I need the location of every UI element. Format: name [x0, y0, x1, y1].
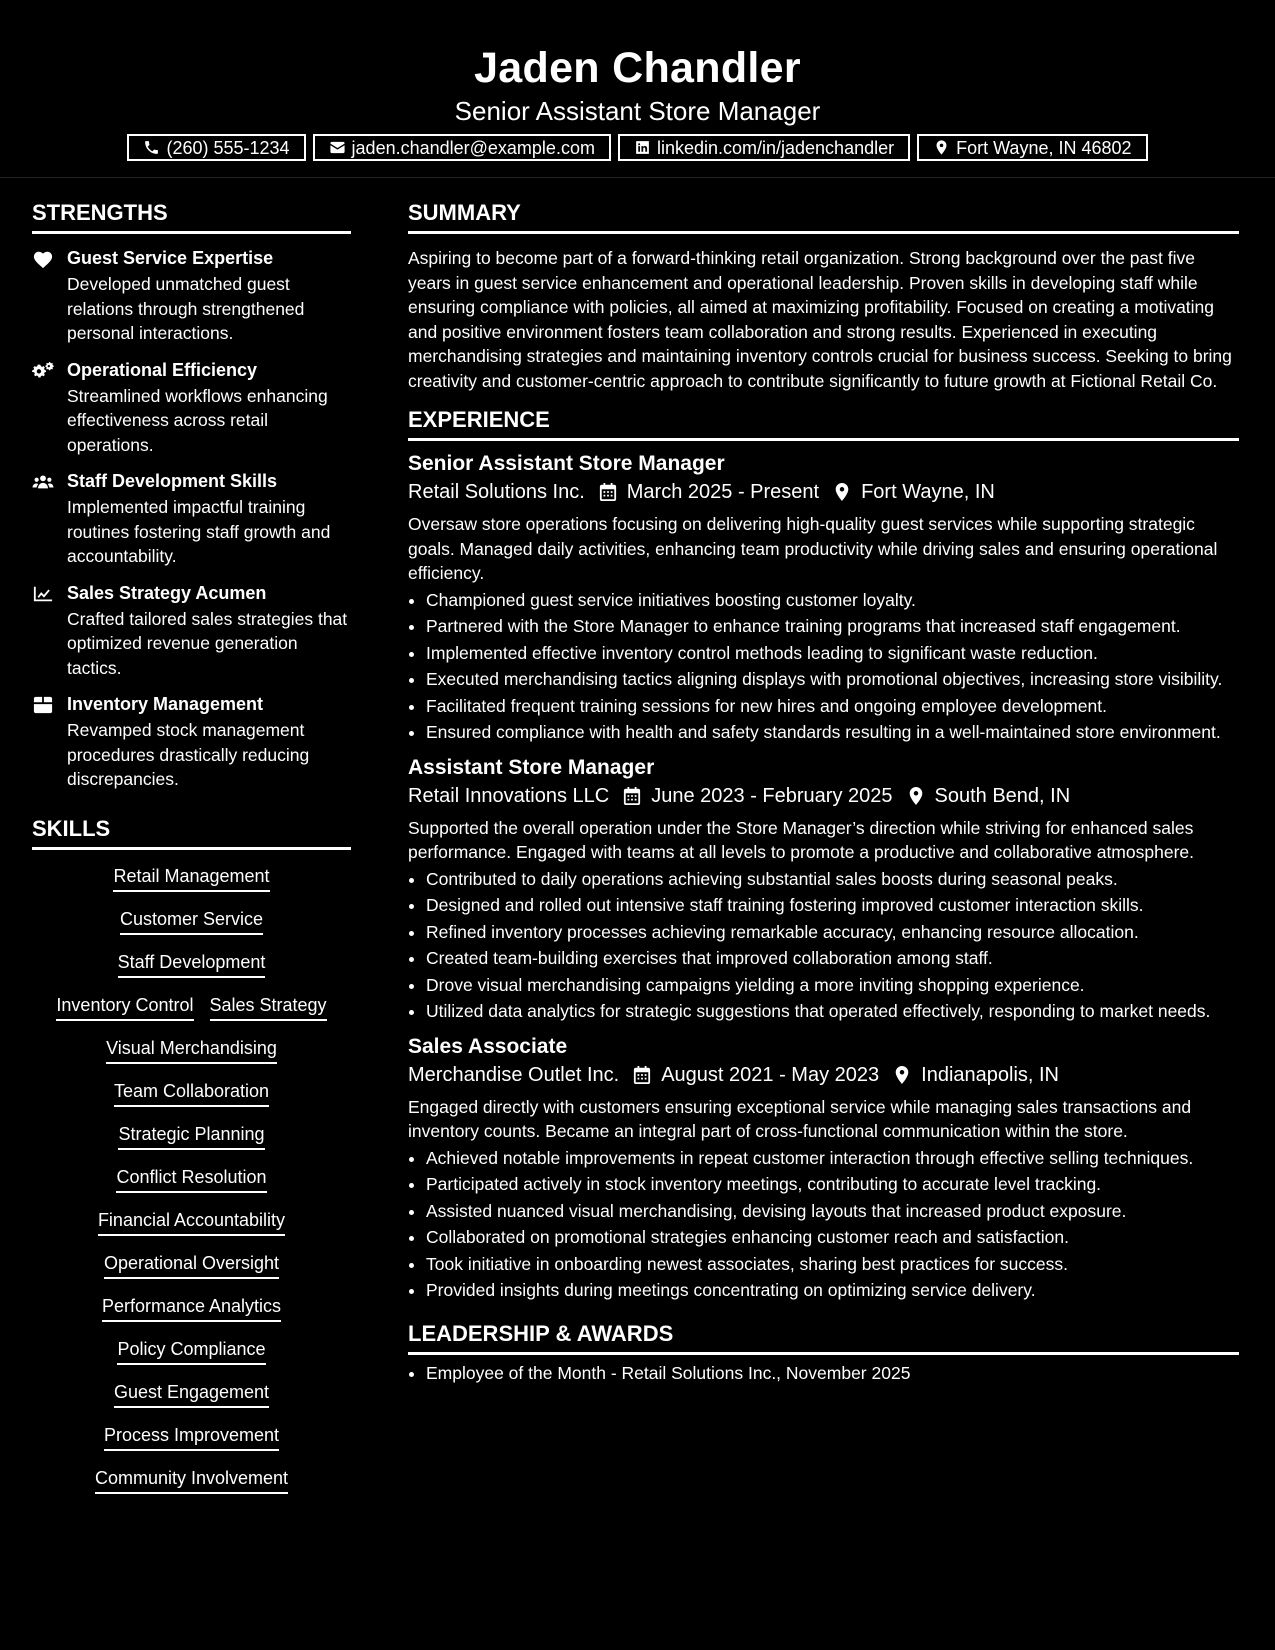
job-bullets [408, 1146, 1239, 1303]
job-bullets [408, 867, 1239, 1024]
skills-row [36, 993, 347, 1036]
skill-tag: Performance Analytics [102, 1294, 281, 1322]
job-title: Sales Associate [408, 1034, 568, 1058]
job-dates: August 2021 - May 2023 [661, 1063, 880, 1086]
job-bullet: • Collaborated on promotional strategies enhancing customer reach and satisfaction. [426, 1225, 1239, 1250]
skills-row [36, 1294, 347, 1337]
linkedin-chip[interactable] [618, 134, 910, 161]
box-icon [32, 695, 54, 715]
skill-tag: Team Collaboration [114, 1079, 269, 1107]
skill-tag: Retail Management [113, 864, 269, 892]
job-meta [408, 477, 1239, 507]
calendar-icon [599, 482, 617, 502]
job-bullets [408, 588, 1239, 745]
skill-tag: Sales Strategy [210, 993, 327, 1021]
strength-desc: Revamped stock management procedures drastically reducing discrepancies. [67, 720, 310, 789]
contact-bar [0, 134, 1275, 161]
skill-tag: Strategic Planning [118, 1122, 264, 1150]
job-bullet: • Took initiative in onboarding newest associates, sharing best practices for success. [426, 1252, 1239, 1277]
job-bullet: • Executed merchandising tactics aligning displays with promotional objectives, increasing store visibility. [426, 667, 1239, 692]
skill-tag: Policy Compliance [117, 1337, 265, 1365]
resume-header [0, 0, 1275, 178]
skills-row [36, 907, 347, 950]
strength-item [32, 246, 351, 346]
skills-row [36, 1380, 347, 1423]
skill-tag: Guest Engagement [114, 1380, 269, 1408]
job-bullet: • Facilitated frequent training sessions for new hires and ongoing employee development. [426, 694, 1239, 719]
summary-heading: SUMMARY [408, 200, 1239, 234]
skills-row [36, 950, 347, 993]
chart-line-icon [32, 584, 54, 604]
skills-row [36, 1251, 347, 1294]
skill-tag: Process Improvement [104, 1423, 279, 1451]
job-bullet: • Refined inventory processes achieving remarkable accuracy, enhancing resource allocation. [426, 920, 1239, 945]
linkedin-icon [634, 139, 651, 156]
job-bullet: • Ensured compliance with health and safety standards resulting in a well-maintained store environment. [426, 720, 1239, 745]
skills-row [36, 1208, 347, 1251]
job-bullet: • Provided insights during meetings concentrating on optimizing service delivery. [426, 1278, 1239, 1303]
heart-icon [32, 249, 54, 269]
job-title: Assistant Store Manager [408, 755, 655, 779]
calendar-icon [623, 786, 641, 806]
skill-tag: Community Involvement [95, 1466, 288, 1494]
job-company: Retail Solutions Inc. [408, 481, 585, 503]
strength-item [32, 358, 351, 458]
location-text: Fort Wayne, IN 46802 [956, 137, 1132, 158]
skill-tag: Operational Oversight [104, 1251, 279, 1279]
job-title: Senior Assistant Store Manager [408, 452, 725, 475]
skills-row [36, 864, 347, 907]
map-pin-icon [833, 482, 851, 502]
map-pin-icon [933, 139, 950, 156]
skills-row [36, 1079, 347, 1122]
job-company: Retail Innovations LLC [408, 784, 610, 807]
awards-list [408, 1361, 1239, 1386]
job-bullet: • Drove visual merchandising campaigns yielding a more inviting shopping experience. [426, 973, 1239, 998]
strength-desc: Developed unmatched guest relations through strengthened personal interactions. [67, 274, 305, 343]
skill-tag: Conflict Resolution [116, 1165, 266, 1193]
summary-text: Aspiring to become part of a forward-thinking retail organization. Strong background over the past five years in guest service enhancement and operational leadership. Proven skills in developing staff while ensuring compliance with policies, all aimed at maximizing profitability. Focused on creating a motivating and positive environment fosters team collaboration and strong results. Experienced in executing merchandising strategies and maintaining inventory controls crucial for business success. Seeking to bring creativity and customer-centric approach to contribute significantly to future growth at Fictional Retail Co. [408, 248, 1232, 391]
calendar-icon [633, 1065, 651, 1085]
skills-row [36, 1466, 347, 1509]
job-description: Engaged directly with customers ensuring exceptional service while managing sales transactions and inventory counts. Became an integral part of cross-functional communication within the store. [408, 1096, 1192, 1141]
job-bullet: • Partnered with the Store Manager to enhance training programs that increased staff engagement. [426, 614, 1239, 639]
skill-tag: Customer Service [120, 907, 263, 935]
left-column [32, 178, 351, 1509]
linkedin-text: linkedin.com/in/jadenchandler [656, 137, 895, 158]
job-bullet: • Designed and rolled out intensive staff training fostering improved customer interaction skills. [426, 893, 1239, 918]
job-bullet: • Implemented effective inventory control methods leading to significant waste reduction. [426, 641, 1239, 666]
job-bullet: • Utilized data analytics for strategic suggestions that operated effectively, responding to market needs. [426, 999, 1239, 1024]
job-description: Supported the overall operation under the Store Manager’s direction while striving for enhanced sales performance. Engaged with teams at all levels to promote a productive and collaborative atmosphere. [408, 817, 1194, 862]
experience-heading: EXPERIENCE [408, 407, 1239, 441]
awards-heading: LEADERSHIP & AWARDS [408, 1321, 1239, 1355]
skill-tag: Inventory Control [56, 993, 193, 1021]
strength-desc: Crafted tailored sales strategies that optimized revenue generation tactics. [67, 608, 348, 678]
job-entry [408, 755, 1239, 1024]
phone-chip[interactable] [127, 134, 305, 161]
job-meta [408, 1060, 1239, 1090]
strength-desc: Streamlined workflows enhancing effectiveness across retail operations. [67, 385, 328, 455]
strength-desc: Implemented impactful training routines fostering staff growth and accountability. [67, 497, 331, 566]
map-pin-icon [893, 1065, 911, 1085]
job-dates: March 2025 - Present [626, 481, 820, 503]
job-description: Oversaw store operations focusing on delivering high-quality guest services while supporting strategic goals. Managed daily activities, enhancing team productivity while driving sales and ensuring operational efficiency. [408, 514, 1218, 583]
phone-icon [143, 139, 160, 156]
job-bullet: • Created team-building exercises that improved collaboration among staff. [426, 946, 1239, 971]
resume-body [0, 178, 1275, 1509]
strengths-heading: STRENGTHS [32, 200, 351, 234]
skills-heading: SKILLS [32, 816, 351, 850]
job-company: Merchandise Outlet Inc. [408, 1063, 620, 1086]
strength-title: Operational Efficiency [67, 359, 258, 380]
skill-tag: Staff Development [118, 950, 266, 978]
strength-item [32, 692, 351, 792]
gears-icon [32, 361, 54, 381]
job-entry [408, 451, 1239, 745]
job-bullet: • Championed guest service initiatives boosting customer loyalty. [426, 588, 1239, 613]
job-location: Indianapolis, IN [921, 1063, 1060, 1086]
award-item: • Employee of the Month - Retail Solutions Inc., November 2025 [426, 1361, 1239, 1386]
job-dates: June 2023 - February 2025 [651, 784, 893, 807]
job-meta [408, 781, 1239, 811]
strength-title: Staff Development Skills [67, 471, 278, 491]
job-bullet: • Contributed to daily operations achieving substantial sales boosts during seasonal peaks. [426, 867, 1239, 892]
strength-title: Inventory Management [67, 694, 264, 714]
users-icon [32, 472, 54, 492]
skills-list [32, 864, 351, 1509]
envelope-icon [329, 139, 346, 156]
job-location: South Bend, IN [934, 784, 1071, 807]
skills-row [36, 1122, 347, 1165]
skills-row [36, 1036, 347, 1079]
job-location: Fort Wayne, IN [861, 481, 995, 503]
strength-item [32, 469, 351, 569]
email-text: jaden.chandler@example.com [351, 137, 595, 158]
email-chip[interactable] [313, 134, 611, 161]
job-bullet: • Achieved notable improvements in repeat customer interaction through effective selling techniques. [426, 1146, 1239, 1171]
skills-row [36, 1165, 347, 1208]
job-bullet: • Assisted nuanced visual merchandising, devising layouts that increased product exposure. [426, 1199, 1239, 1224]
job-bullet: • Participated actively in stock inventory meetings, contributing to accurate level tracking. [426, 1172, 1239, 1197]
skills-row [36, 1337, 347, 1380]
candidate-name: Jaden Chandler [474, 44, 801, 92]
map-pin-icon [907, 786, 925, 806]
location-chip [917, 134, 1147, 161]
job-entry [408, 1034, 1239, 1303]
strength-item [32, 581, 351, 681]
right-column [408, 178, 1239, 1509]
strength-title: Guest Service Expertise [67, 248, 274, 268]
skill-tag: Financial Accountability [98, 1208, 285, 1236]
candidate-title: Senior Assistant Store Manager [454, 96, 821, 126]
skill-tag: Visual Merchandising [106, 1036, 277, 1064]
phone-text: (260) 555-1234 [166, 137, 290, 158]
strength-title: Sales Strategy Acumen [67, 582, 267, 603]
skills-row [36, 1423, 347, 1466]
